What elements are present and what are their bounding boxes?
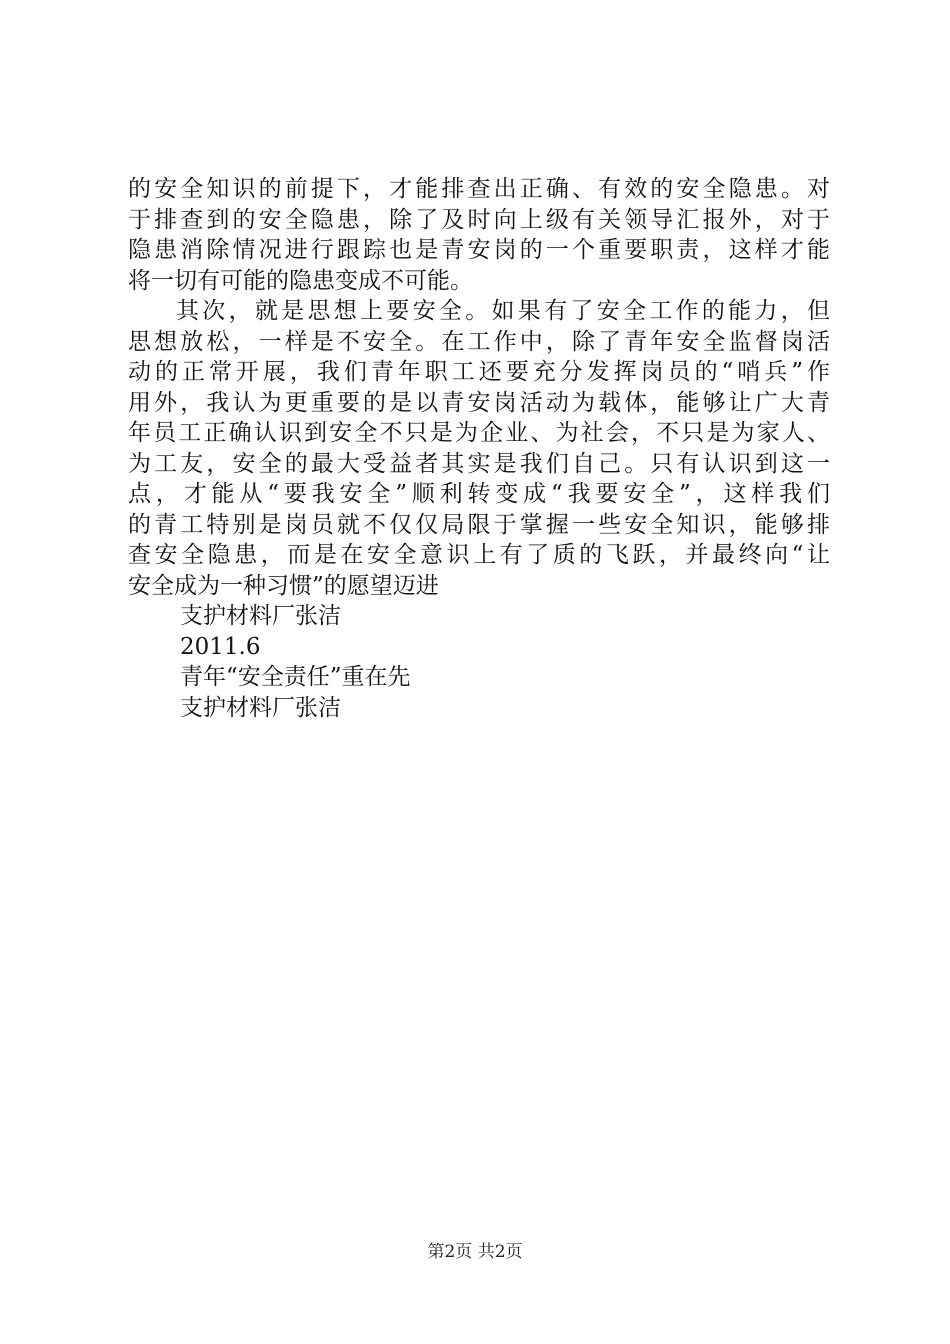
text-line: 隐患消除情况进行跟踪也是青安岗的一个重要职责，这样才能 xyxy=(128,237,830,263)
text-line: 动的正常开展，我们青年职工还要充分发挥岗员的“哨兵”作 xyxy=(128,359,830,385)
text-line: 思想放松，一样是不安全。在工作中，除了青年安全监督岗活 xyxy=(128,328,830,355)
text-line: 于排查到的安全隐患，除了及时向上级有关领导汇报外，对于 xyxy=(128,206,830,233)
document-body xyxy=(128,174,830,723)
paragraph-start-line: 其次，就是思想上要安全。如果有了安全工作的能力，但 xyxy=(176,298,830,324)
text-line: 为工友，安全的最大受益者其实是我们自己。只有认识到这一 xyxy=(128,450,830,477)
text-line: 的青工特别是岗员就不仅仅局限于掌握一些安全知识，能够排 xyxy=(128,511,830,538)
text-line: 的安全知识的前提下，才能排查出正确、有效的安全隐患。对 xyxy=(128,176,830,202)
text-line: 年员工正确认识到安全不只是为企业、为社会，不只是为家人、 xyxy=(128,420,830,446)
article-title: 青年“安全责任”重在先 xyxy=(180,664,411,690)
signature-author-repeat: 支护材料厂张洁 xyxy=(180,694,341,721)
text-line: 点，才能从“要我安全”顺利转变成“我要安全”，这样我们 xyxy=(128,481,830,507)
text-line: 用外，我认为更重要的是以青安岗活动为载体，能够让广大青 xyxy=(128,389,830,416)
signature-date: 2011.6 xyxy=(180,633,261,660)
text-line: 安全成为一种习惯”的愿望迈进 xyxy=(128,572,439,599)
text-line: 将一切有可能的隐患变成不可能。 xyxy=(128,267,473,294)
page-number-footer: 第2页 共2页 xyxy=(427,1242,523,1262)
signature-author: 支护材料厂张洁 xyxy=(180,603,341,629)
text-line: 查安全隐患，而是在安全意识上有了质的飞跃，并最终向“让 xyxy=(128,542,830,568)
